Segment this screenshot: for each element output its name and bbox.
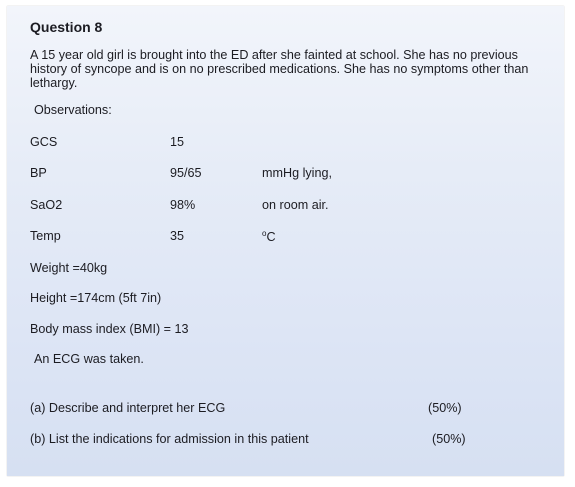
question-title: Question 8 xyxy=(30,19,103,35)
obs-value-bp: 95/65 xyxy=(170,166,202,180)
celsius-unit: C xyxy=(266,230,276,245)
bmi-line: Body mass index (BMI) = 13 xyxy=(30,322,189,336)
observations-heading: Observations: xyxy=(34,103,112,117)
weight-line: Weight =40kg xyxy=(30,261,108,275)
obs-unit-sao2: on room air. xyxy=(262,198,329,212)
obs-value-gcs: 15 xyxy=(170,135,185,149)
obs-label-sao2: SaO2 xyxy=(30,198,63,212)
task-b-marks: (50%) xyxy=(432,432,466,446)
obs-label-temp: Temp xyxy=(30,229,61,243)
task-a-text: (a) Describe and interpret her ECG xyxy=(30,401,226,415)
obs-value-temp: 35 xyxy=(170,229,185,243)
obs-label-gcs: GCS xyxy=(30,135,58,149)
task-a-marks: (50%) xyxy=(428,401,462,415)
obs-value-sao2: 98% xyxy=(170,198,196,212)
degree-sign: o xyxy=(262,229,267,238)
obs-unit-temp xyxy=(262,229,276,244)
obs-unit-bp: mmHg lying, xyxy=(262,166,332,180)
ecg-note: An ECG was taken. xyxy=(34,352,144,366)
question-intro: A 15 year old girl is brought into the ED after she fainted at school. She has no previous history of syncope and is on no prescribed medications. She has no symptoms other than lethargy. xyxy=(30,48,529,90)
obs-label-bp: BP xyxy=(30,166,47,180)
exam-sheet xyxy=(7,6,564,476)
task-b-text: (b) List the indications for admission in this patient xyxy=(30,432,309,446)
height-line: Height =174cm (5ft 7in) xyxy=(30,291,162,305)
